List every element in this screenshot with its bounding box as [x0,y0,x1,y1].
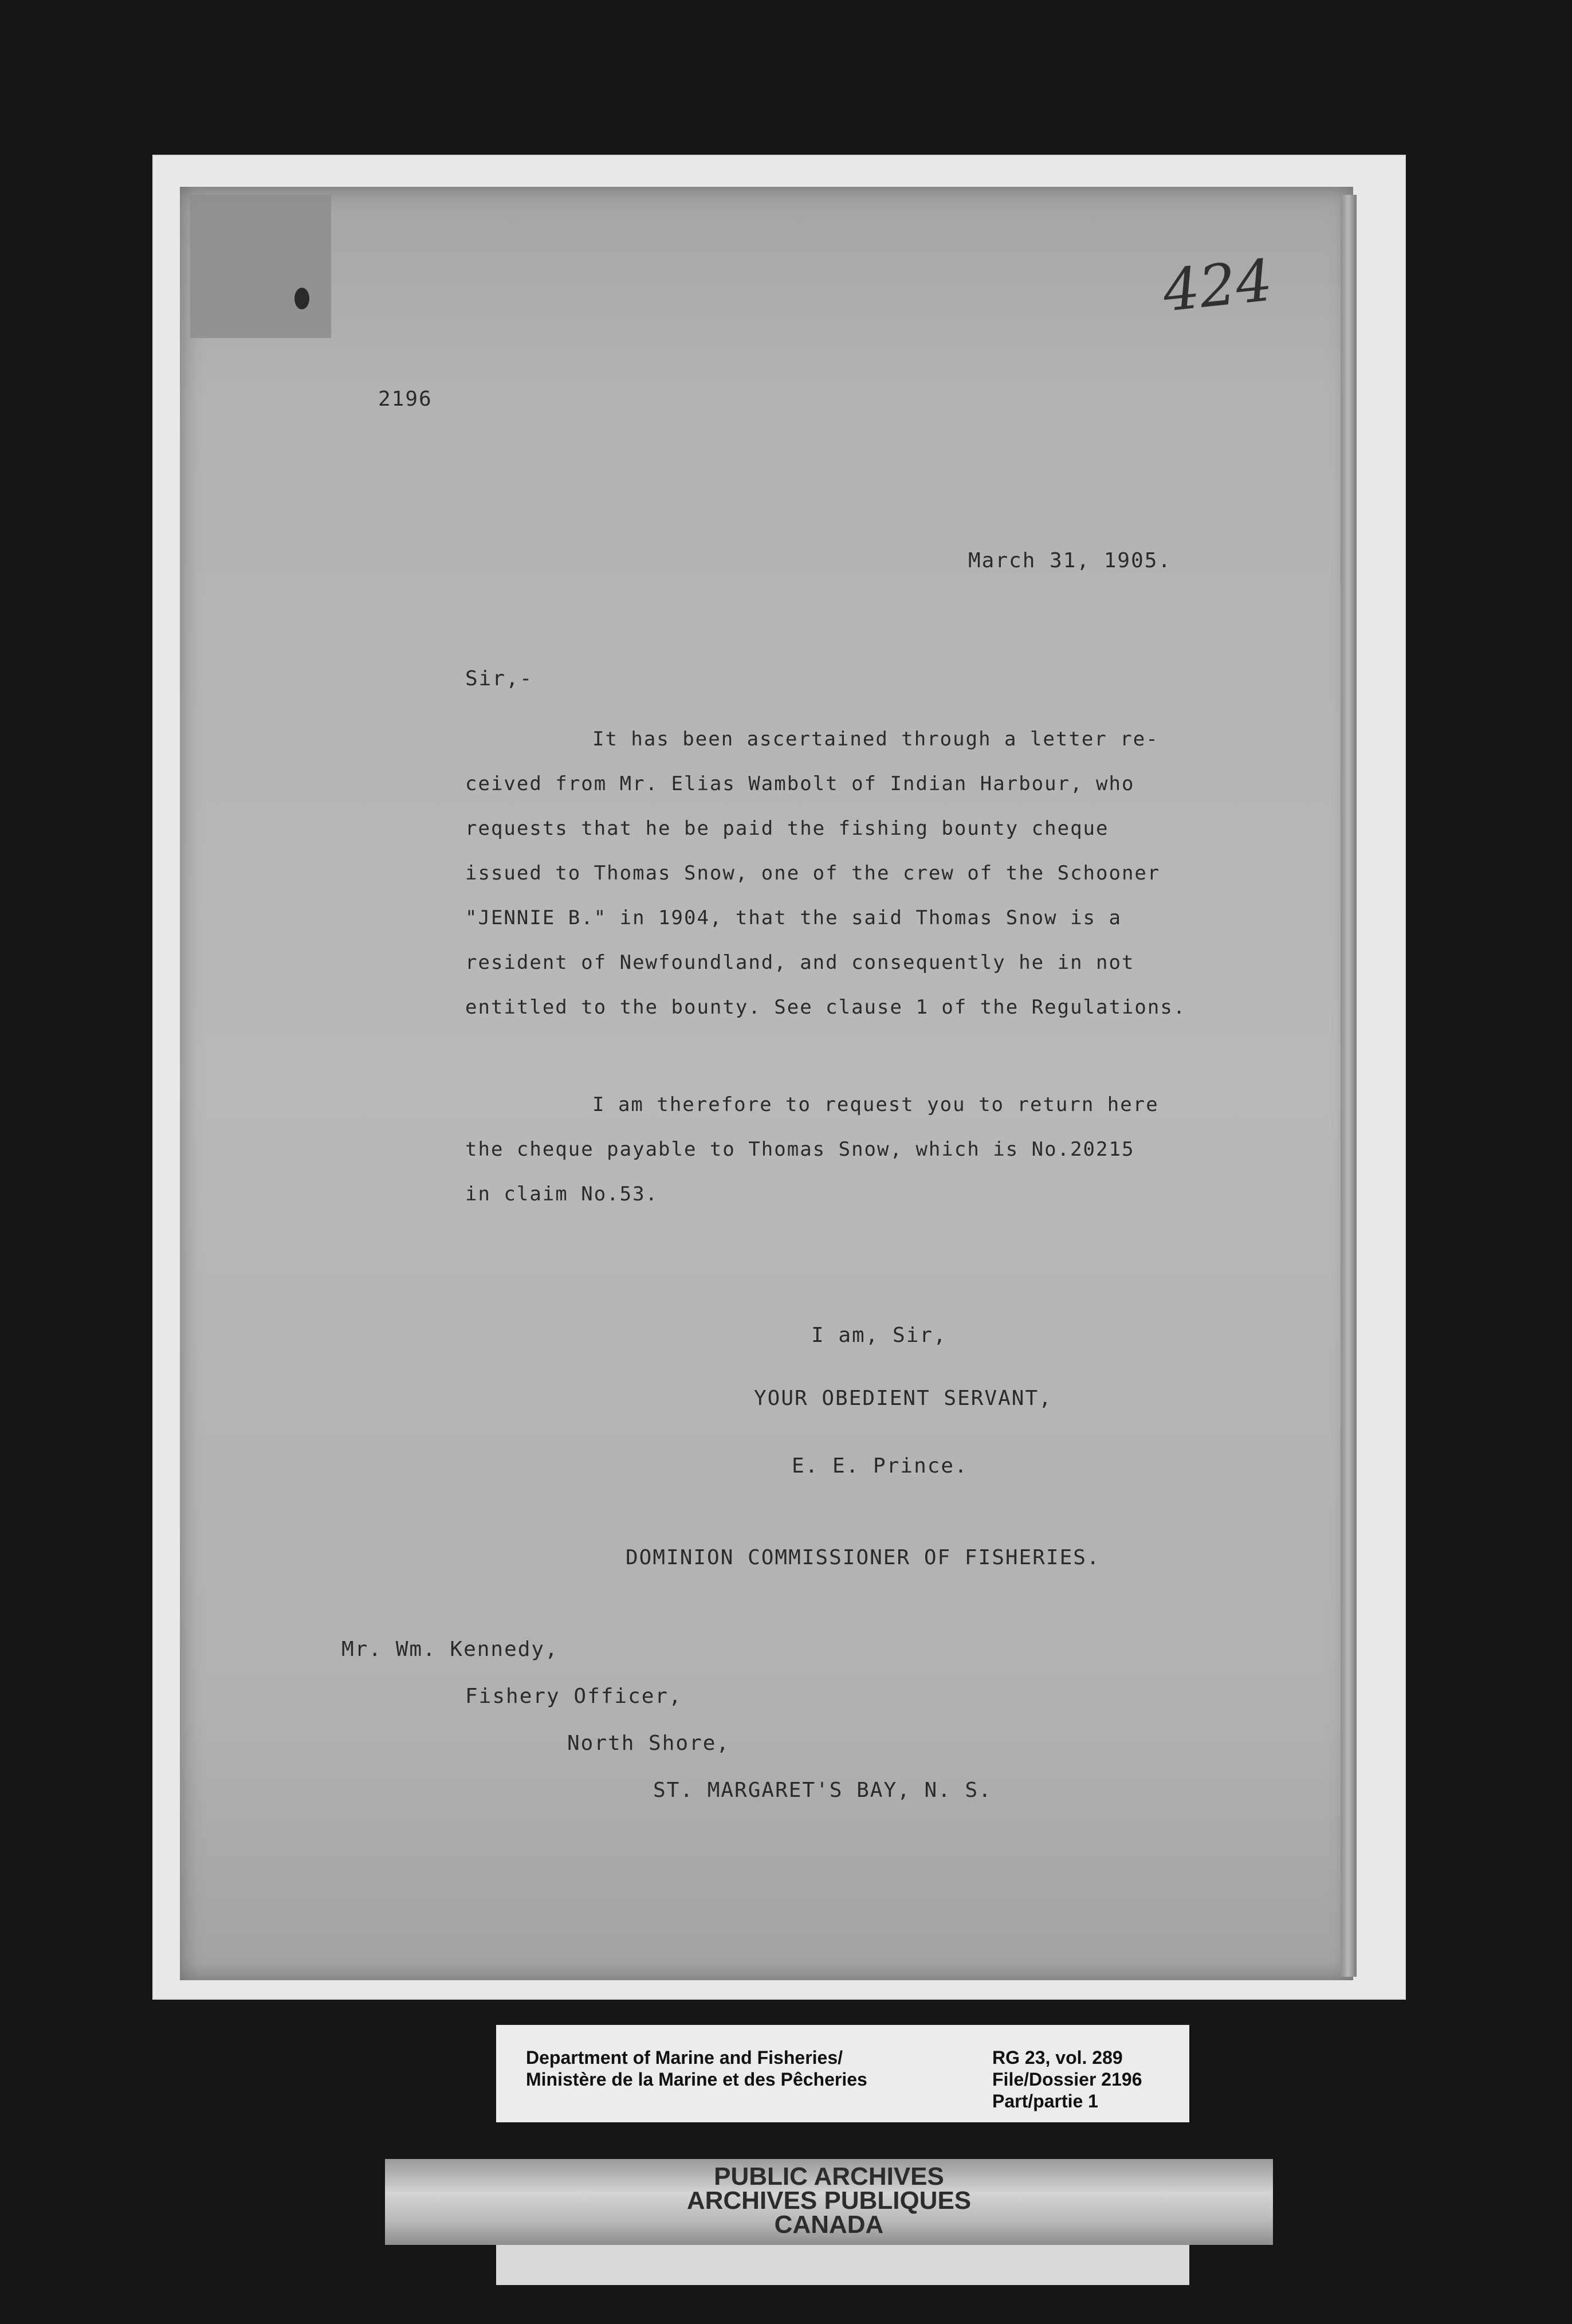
addressee-title: Fishery Officer, [465,1685,682,1708]
paragraph-2-line: I am therefore to request you to return here [592,1093,1159,1116]
addressee-place: ST. MARGARET'S BAY, N. S. [653,1779,992,1802]
punch-hole-icon [294,288,309,309]
archive-department [526,2047,867,2090]
closing-line: I am, Sir, [811,1324,947,1347]
paragraph-1-line: requests that he be paid the fishing bounty cheque [465,817,1109,840]
salutation: Sir,- [465,667,533,690]
signature-title: DOMINION COMMISSIONER OF FISHERIES. [626,1546,1101,1569]
addressee-name: Mr. Wm. Kennedy, [341,1638,559,1661]
archive-stamp [385,2159,1273,2245]
archive-reference [992,2047,1142,2112]
stamp-line: PUBLIC ARCHIVES [714,2162,944,2190]
part-partie: Part/partie 1 [992,2091,1098,2111]
stamp-line: ARCHIVES PUBLIQUES [686,2186,972,2215]
paragraph-1-line: "JENNIE B." in 1904, that the said Thomas Snow is a [465,906,1122,929]
letter-sheet [180,187,1353,1980]
addressee-street: North Shore, [567,1732,730,1755]
stamp-line: CANADA [774,2211,884,2239]
closing-servant: YOUR OBEDIENT SERVANT, [754,1387,1052,1410]
paragraph-1-line: ceived from Mr. Elias Wambolt of Indian Harbour, who [465,772,1135,795]
letter-date: March 31, 1905. [968,549,1172,572]
paragraph-1-line: resident of Newfoundland, and consequently he in not [465,951,1135,974]
record-group: RG 23, vol. 289 [992,2047,1123,2068]
paragraph-1-line: issued to Thomas Snow, one of the crew of the Schooner [465,862,1161,885]
paragraph-1-line: entitled to the bounty. See clause 1 of the Regulations. [465,996,1186,1019]
signature-name: E. E. Prince. [792,1454,968,1478]
sheet-edge [1341,195,1357,1977]
paragraph-1-line: It has been ascertained through a letter re- [592,728,1159,751]
department-french: Ministère de la Marine et des Pêcheries [526,2069,867,2090]
clip-mark [190,195,331,338]
archive-label [496,2025,1189,2122]
label-tab [496,2245,1189,2285]
paragraph-2-line: in claim No.53. [465,1183,659,1206]
file-dossier: File/Dossier 2196 [992,2069,1142,2090]
department-english: Department of Marine and Fisheries/ [526,2047,843,2068]
folio-number: 424 [1160,246,1276,325]
archive-stamp-text [385,2162,1273,2239]
file-reference: 2196 [378,387,433,411]
paragraph-2-line: the cheque payable to Thomas Snow, which is No.20215 [465,1138,1135,1161]
